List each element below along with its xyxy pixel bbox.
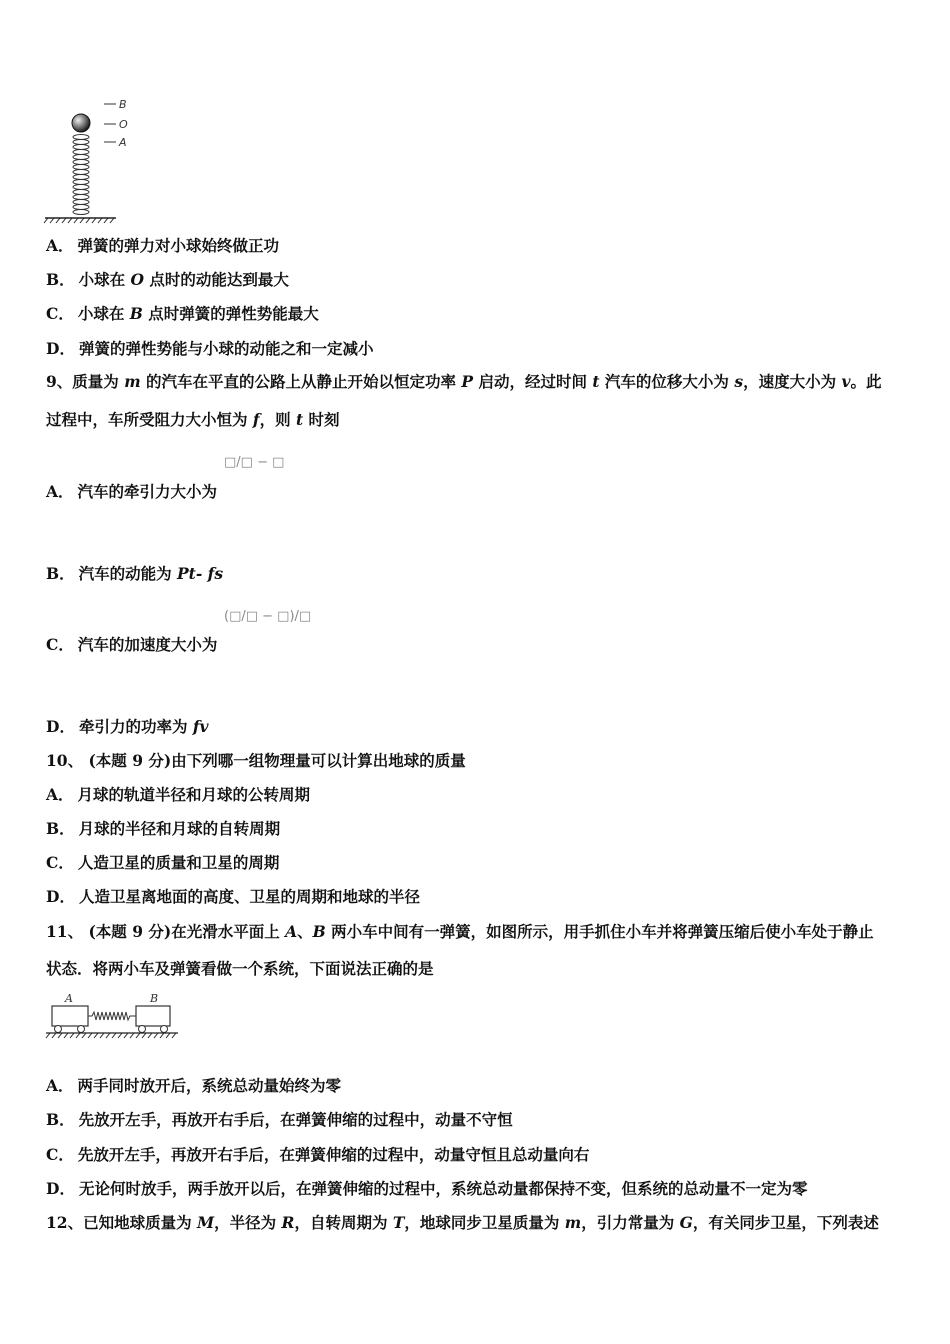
q11-option-d: D． 无论何时放手，两手放开以后，在弹簧伸缩的过程中，系统总动量都保持不变，但系统的总动量不一定为零 [46, 1179, 808, 1198]
spring-horizontal [88, 1012, 136, 1020]
q10-stem: 10、 (本题 9 分)由下列哪一组物理量可以计算出地球的质量 [46, 751, 466, 770]
q9-stem-line2: 过程中，车所受阻力大小恒为 f，则 t 时刻 [46, 410, 340, 429]
label-B: B [119, 98, 127, 111]
q9-stem-line1: 9、质量为 m 的汽车在平直的公路上从静止开始以恒定功率 P 启动，经过时间 t 汽车的位移大小为 s，速度大小为 v。此 [46, 372, 882, 391]
q9-option-b: B． 汽车的动能为 Pt- fs [46, 564, 224, 583]
formula-c: (□/□ − □)/□ [224, 609, 312, 624]
q9-option-a: A． 汽车的牵引力大小为 [46, 482, 218, 501]
q11-option-c: C． 先放开左手，再放开右手后，在弹簧伸缩的过程中，动量守恒且总动量向右 [46, 1145, 590, 1164]
q11-stem-line2: 状态．将两小车及弹簧看做一个系统，下面说法正确的是 [46, 959, 434, 978]
q8-option-a: A． 弹簧的弹力对小球始终做正功 [46, 236, 280, 255]
q8-option-b: B． 小球在 O 点时的动能达到最大 [46, 270, 289, 289]
q11-option-b: B． 先放开左手，再放开右手后，在弹簧伸缩的过程中，动量不守恒 [46, 1110, 513, 1129]
q8-option-d: D． 弹簧的弹性势能与小球的动能之和一定减小 [46, 339, 374, 358]
q10-option-a: A． 月球的轨道半径和月球的公转周期 [46, 785, 311, 804]
q9-option-c: C． 汽车的加速度大小为 [46, 635, 218, 654]
spring-ball-figure [40, 92, 150, 227]
ball [72, 114, 90, 132]
q10-option-d: D． 人造卫星离地面的高度、卫星的周期和地球的半径 [46, 887, 420, 906]
q9-option-d: D． 牵引力的功率为 fv [46, 717, 209, 736]
cart-label-A: A [65, 992, 73, 1005]
q10-option-b: B． 月球的半径和月球的自转周期 [46, 819, 281, 838]
cart-label-B: B [150, 992, 159, 1005]
q12-stem-line1: 12、已知地球质量为 M，半径为 R，自转周期为 T，地球同步卫星质量为 m，引力常量为 G，有关同步卫星，下列表述 [46, 1213, 879, 1232]
formula-a: □/□ − □ [224, 455, 285, 470]
cart-b [136, 1006, 170, 1026]
q11-stem-line1: 11、 (本题 9 分)在光滑水平面上 A、B 两小车中间有一弹簧，如图所示，用手抓住小车并将弹簧压缩后使小车处于静止 [46, 922, 874, 941]
label-A: A [119, 136, 127, 149]
q8-option-c: C． 小球在 B 点时弹簧的弹性势能最大 [46, 304, 319, 323]
two-carts-figure [44, 990, 179, 1040]
label-O: O [119, 118, 128, 131]
q10-option-c: C． 人造卫星的质量和卫星的周期 [46, 853, 280, 872]
cart-a [52, 1006, 88, 1026]
q11-option-a: A． 两手同时放开后，系统总动量始终为零 [46, 1076, 342, 1095]
spring [73, 135, 89, 215]
